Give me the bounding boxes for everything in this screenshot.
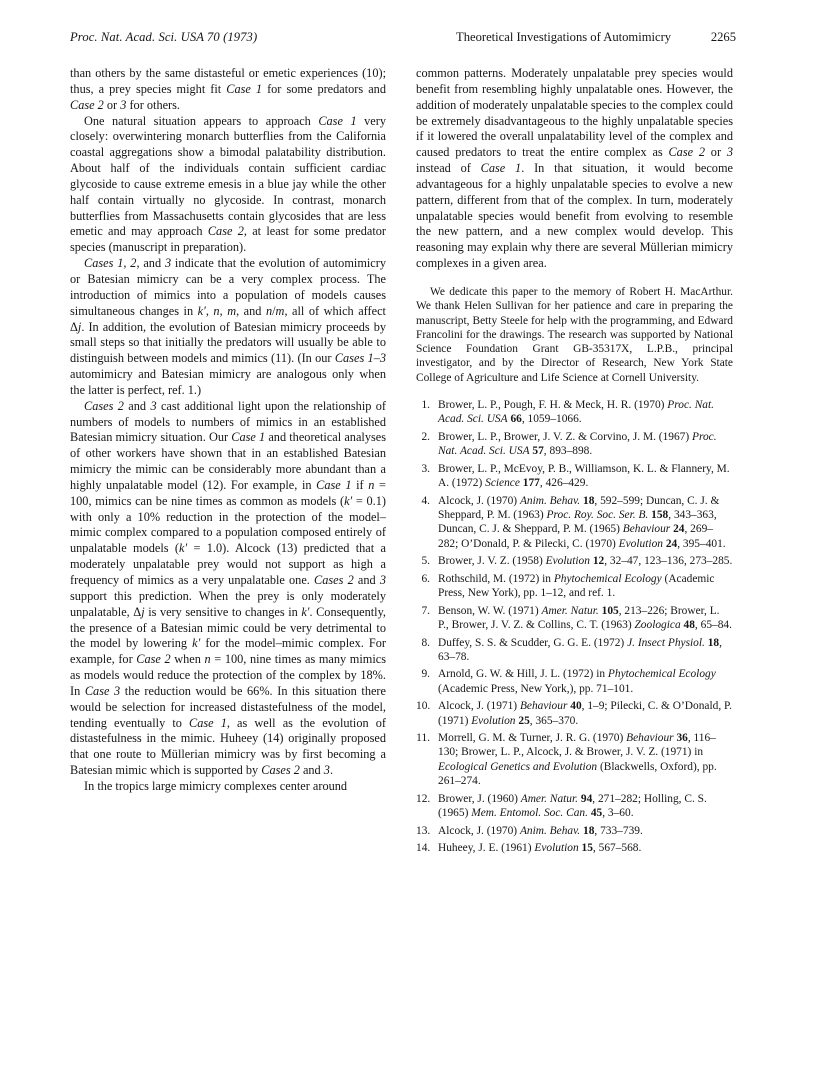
- reference-text: Rothschild, M. (1972) in Phytochemical Ecology (Academic Press, New York), pp. 1–12, and ref. 1.: [438, 572, 715, 600]
- paragraph: In the tropics large mimicry complexes center around: [84, 778, 348, 793]
- reference-list: [416, 398, 733, 855]
- reference-number: 12.: [416, 792, 431, 805]
- reference-text: Brower, L. P., Brower, J. V. Z. & Corvino, J. M. (1967) Proc. Nat. Acad. Sci. USA 57, 893–898.: [438, 430, 717, 458]
- reference-number: 2.: [421, 430, 430, 443]
- paragraph: Cases 1, 2, and 3 indicate that the evolution of automimicry or Batesian mimicry can be a very complex process. The introduction of mimics into a population of models causes simultaneous changes in k′, n, m, and n/m, all of which affect Δj. In addition, the evolution of Batesian mimicry proceeds by small steps so that initially the predators will usually be able to distinguish between models and mimics (11). (In our Cases 1–3 automimicry and Batesian mimicry are analogous only when the latter is perfect, ref. 1.): [70, 256, 387, 397]
- reference-number: 1.: [421, 399, 430, 412]
- reference-item: [416, 792, 733, 821]
- reference-text: Huheey, J. E. (1961) Evolution 15, 567–568.: [438, 842, 642, 855]
- reference-number: 11.: [416, 732, 430, 745]
- reference-item: [416, 462, 733, 491]
- reference-item: [416, 699, 733, 728]
- reference-item: [416, 731, 733, 788]
- reference-text: Morrell, G. M. & Turner, J. R. G. (1970) Behaviour 36, 116–130; Brower, L. P., Alcock, J. & Brower, J. V. Z. (1971) in Ecological Genetics and Evolution (Blackwells, Oxford), pp. 261–274.: [438, 732, 717, 788]
- reference-number: 3.: [421, 462, 430, 475]
- reference-text: Brower, L. P., McEvoy, P. B., Williamson, K. L. & Flannery, M. A. (1972) Science 177, 426–429.: [438, 462, 730, 490]
- page-number: 2265: [710, 30, 736, 44]
- paragraph: common patterns. Moderately unpalatable prey species would benefit from resembling highly unpalatable ones. However, the addition of moderately unpalatable species to the complex could be extremely disadvantageous to the highly unpalatable species if it lowered the overall unpalatability level of the complex and caused predators to treat the entire complex as Case 2 or 3 instead of Case 1. In that situation, it would become advantageous for a highly unpalatable species to evolve a new pattern, different from that of the complex. In turn, moderately unpalatable species would benefit from evolving to resemble the new pattern, and a new complex would develop. This reasoning may explain why there are several Müllerian mimicry complexes in a given area.: [416, 66, 733, 271]
- reference-number: 14.: [416, 842, 431, 855]
- reference-item: [416, 667, 733, 696]
- right-column: [416, 66, 733, 859]
- reference-item: [416, 604, 733, 633]
- reference-text: Brower, J. (1960) Amer. Natur. 94, 271–282; Holling, C. S. (1965) Mem. Entomol. Soc. Can. 45, 3–60.: [438, 792, 707, 820]
- paragraph: Cases 2 and 3 cast additional light upon the relationship of numbers of models to numbers of mimics in an established Batesian mimicry situation. Our Case 1 and theoretical analyses of other workers have shown that in an established Batesian mimicry the mimic can be considerably more abundant than a highly unpalatable model (12). For example, in Case 1 if n = 100, mimics can be nine times as common as models (k′ = 0.1) with only a 10% reduction in the protection of the model–mimic complex compared to a population composed entirely of unpalatable models (k′ = 1.0). Alcock (13) predicted that a moderately unpalatable prey would not support as high a frequency of mimics as a very unpalatable one. Cases 2 and 3 support this prediction. When the prey is only moderately unpalatable, Δj is very sensitive to changes in k′. Consequently, the presence of a Batesian mimic could be very detrimental to the model by lowering k′ for the model–mimic complex. For example, for Case 2 when n = 100, nine times as many mimics as models would reduce the protection of the complex by 18%. In Case 3 the reduction would be 66%. In this situation there would be selection for increased distastefulness of the model, tending eventually to Case 1, as well as the evolution of distastefulness in the mimic. Huheey (14) originally proposed that one route to Müllerian mimicry was by first becoming a Batesian mimic which is supported by Cases 2 and 3.: [70, 398, 387, 778]
- reference-number: 6.: [421, 572, 430, 585]
- reference-text: Arnold, G. W. & Hill, J. L. (1972) in Phytochemical Ecology (Academic Press, New York,), pp. 71–101.: [438, 668, 716, 695]
- journal-citation: Proc. Nat. Acad. Sci. USA 70 (1973): [70, 30, 258, 44]
- reference-item: [416, 398, 733, 427]
- reference-item: [416, 572, 733, 601]
- paragraph: than others by the same distasteful or emetic experiences (10); thus, a prey species might fit Case 1 for some predators and Case 2 or 3 for others.: [70, 66, 386, 112]
- reference-item: [416, 430, 733, 459]
- reference-text: Alcock, J. (1970) Anim. Behav. 18, 592–599; Duncan, C. J. & Sheppard, P. M. (1963) Proc. Roy. Soc. Ser. B. 158, 343–363, Duncan, C. J. & Sheppard, P. M. (1965) Behaviour 24, 269–282; O’Donald, P. & Pilecki, C. (1970) Evolution 24, 395–401.: [438, 494, 726, 550]
- reference-number: 7.: [421, 604, 430, 617]
- reference-text: Benson, W. W. (1971) Amer. Natur. 105, 213–226; Brower, L. P., Brower, J. V. Z. & Collins, C. T. (1963) Zoologica 48, 65–84.: [438, 604, 732, 631]
- reference-number: 8.: [421, 636, 430, 649]
- acknowledgment: We dedicate this paper to the memory of Robert H. MacArthur. We thank Helen Sullivan for her patience and care in preparing the manuscript, Betty Steele for help with the programming, and Edward Francolini for the drawings. The research was supported by National Science Foundation Grant GB-35317X, L.P.B., principal investigator, and by the Director of Research, New York State College of Agriculture and Life Science at Cornell University.: [416, 285, 733, 384]
- reference-number: 5.: [421, 555, 430, 568]
- reference-text: Alcock, J. (1970) Anim. Behav. 18, 733–739.: [438, 824, 643, 837]
- reference-number: 9.: [421, 668, 430, 681]
- reference-text: Brower, J. V. Z. (1958) Evolution 12, 32–47, 123–136, 273–285.: [438, 555, 733, 568]
- left-column: [70, 66, 386, 795]
- reference-item: [416, 494, 733, 551]
- reference-number: 10.: [416, 700, 431, 713]
- reference-text: Alcock, J. (1971) Behaviour 40, 1–9; Pilecki, C. & O’Donald, P. (1971) Evolution 25, 365–370.: [438, 700, 732, 727]
- reference-text: Brower, L. P., Pough, F. H. & Meck, H. R. (1970) Proc. Nat. Acad. Sci. USA 66, 1059–1066.: [438, 399, 715, 426]
- reference-item: [416, 824, 733, 838]
- reference-number: 4.: [421, 494, 430, 507]
- reference-number: 13.: [416, 824, 431, 837]
- running-header: [70, 30, 736, 50]
- reference-item: [416, 636, 733, 665]
- running-title: Theoretical Investigations of Automimicry: [456, 30, 672, 44]
- reference-item: [416, 841, 733, 855]
- reference-text: Duffey, S. S. & Scudder, G. G. E. (1972) J. Insect Physiol. 18, 63–78.: [438, 636, 722, 663]
- reference-item: [416, 554, 733, 568]
- paragraph: One natural situation appears to approach Case 1 very closely: overwintering monarch butterflies from the California coastal aggregations show a bimodal palatability distribution. About half of the individuals contain sufficient cardiac glycoside to cause extreme emesis in a blue jay while the other half contain virtually no glycoside. In contrast, monarch butterflies from Massachusetts contain glycosides that are less emetic and may approach Case 2, at least for some predator species (manuscript in preparation).: [70, 113, 386, 255]
